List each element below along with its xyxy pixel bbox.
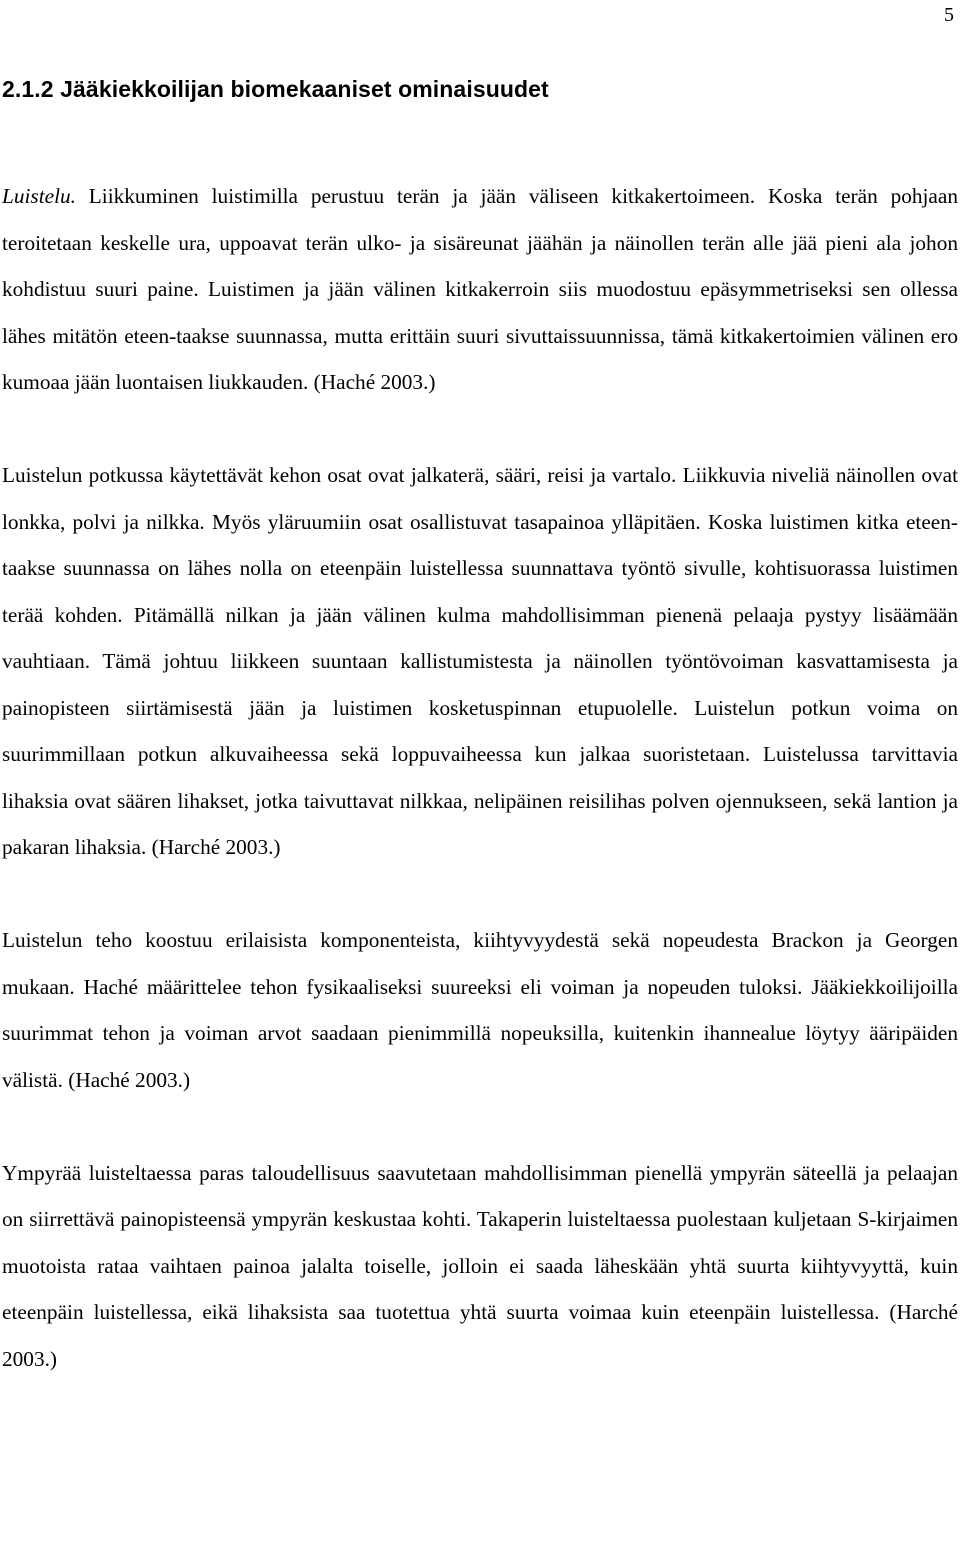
body-text [2, 173, 958, 1382]
paragraph-text: Liikkuminen luistimilla perustuu terän ja jään väliseen kitkakertoimeen. Koska terän pohjaan teroitetaan keskelle ura, uppoavat terän ulko- ja sisäreunat jäähän ja näinollen terän alle jää pieni ala johon kohdistuu suuri paine. Luistimen ja jään välinen kitkakerroin siis muodostuu epäsymmetriseksi sen ollessa lähes mitätön eteen-taakse suunnassa, mutta erittäin suuri sivuttaissuunnissa, tämä kitkakertoimien välinen ero kumoaa jään luontaisen liukkauden. (Haché 2003.) [2, 184, 958, 394]
paragraph-lead-term: Luistelu. [2, 184, 76, 208]
page-number: 5 [944, 4, 954, 26]
paragraph-skating [2, 173, 958, 406]
paragraph-power: Luistelun teho koostuu erilaisista komponenteista, kiihtyvyydestä sekä nopeudesta Brackon ja Georgen mukaan. Haché määrittelee tehon fysikaaliseksi suureeksi eli voiman ja nopeuden tuloksi. Jääkiekkoilijoilla suurimmat tehon ja voiman arvot saadaan pienimmillä nopeuksilla, kuitenkin ihannealue löytyy ääripäiden välistä. (Haché 2003.) [2, 928, 958, 1092]
paragraph-push: Luistelun potkussa käytettävät kehon osat ovat jalkaterä, sääri, reisi ja vartalo. Liikkuvia niveliä näinollen ovat lonkka, polvi ja nilkka. Myös yläruumiin osat osallistuvat tasapainoa ylläpitäen. Koska luistimen kitka eteen-taakse suunnassa on lähes nolla on eteenpäin luistellessa suunnattava työntö sivulle, kohtisuorassa luistimen terää kohden. Pitämällä nilkan ja jään välinen kulma mahdollisimman pienenä pelaaja pystyy lisäämään vauhtiaan. Tämä johtuu liikkeen suuntaan kallistumistesta ja näinollen työntövoiman kasvattamisesta ja painopisteen siirtämisestä jään ja luistimen kosketuspinnan etupuolelle. Luistelun potkun voima on suurimmillaan potkun alkuvaiheessa sekä loppuvaiheessa kun jalkaa suoristetaan. Luistelussa tarvittavia lihaksia ovat säären lihakset, jotka taivuttavat nilkkaa, nelipäinen reisilihas polven ojennukseen, sekä lantion ja pakaran lihaksia. (Harché 2003.) [2, 463, 958, 859]
paragraph-circle: Ympyrää luisteltaessa paras taloudellisuus saavutetaan mahdollisimman pienellä ympyrän säteellä ja pelaajan on siirrettävä painopisteensä ympyrän keskustaa kohti. Takaperin luisteltaessa puolestaan kuljetaan S-kirjaimen muotoista rataa vaihtaen painoa jalalta toiselle, jolloin ei saada läheskään yhtä suurta kiihtyvyyttä, kuin eteenpäin luistellessa, eikä lihaksista saa tuotettua yhtä suurta voimaa kuin eteenpäin luistellessa. (Harché 2003.) [2, 1160, 958, 1371]
section-heading: 2.1.2 Jääkiekkoilijan biomekaaniset ominaisuudet [2, 76, 549, 102]
